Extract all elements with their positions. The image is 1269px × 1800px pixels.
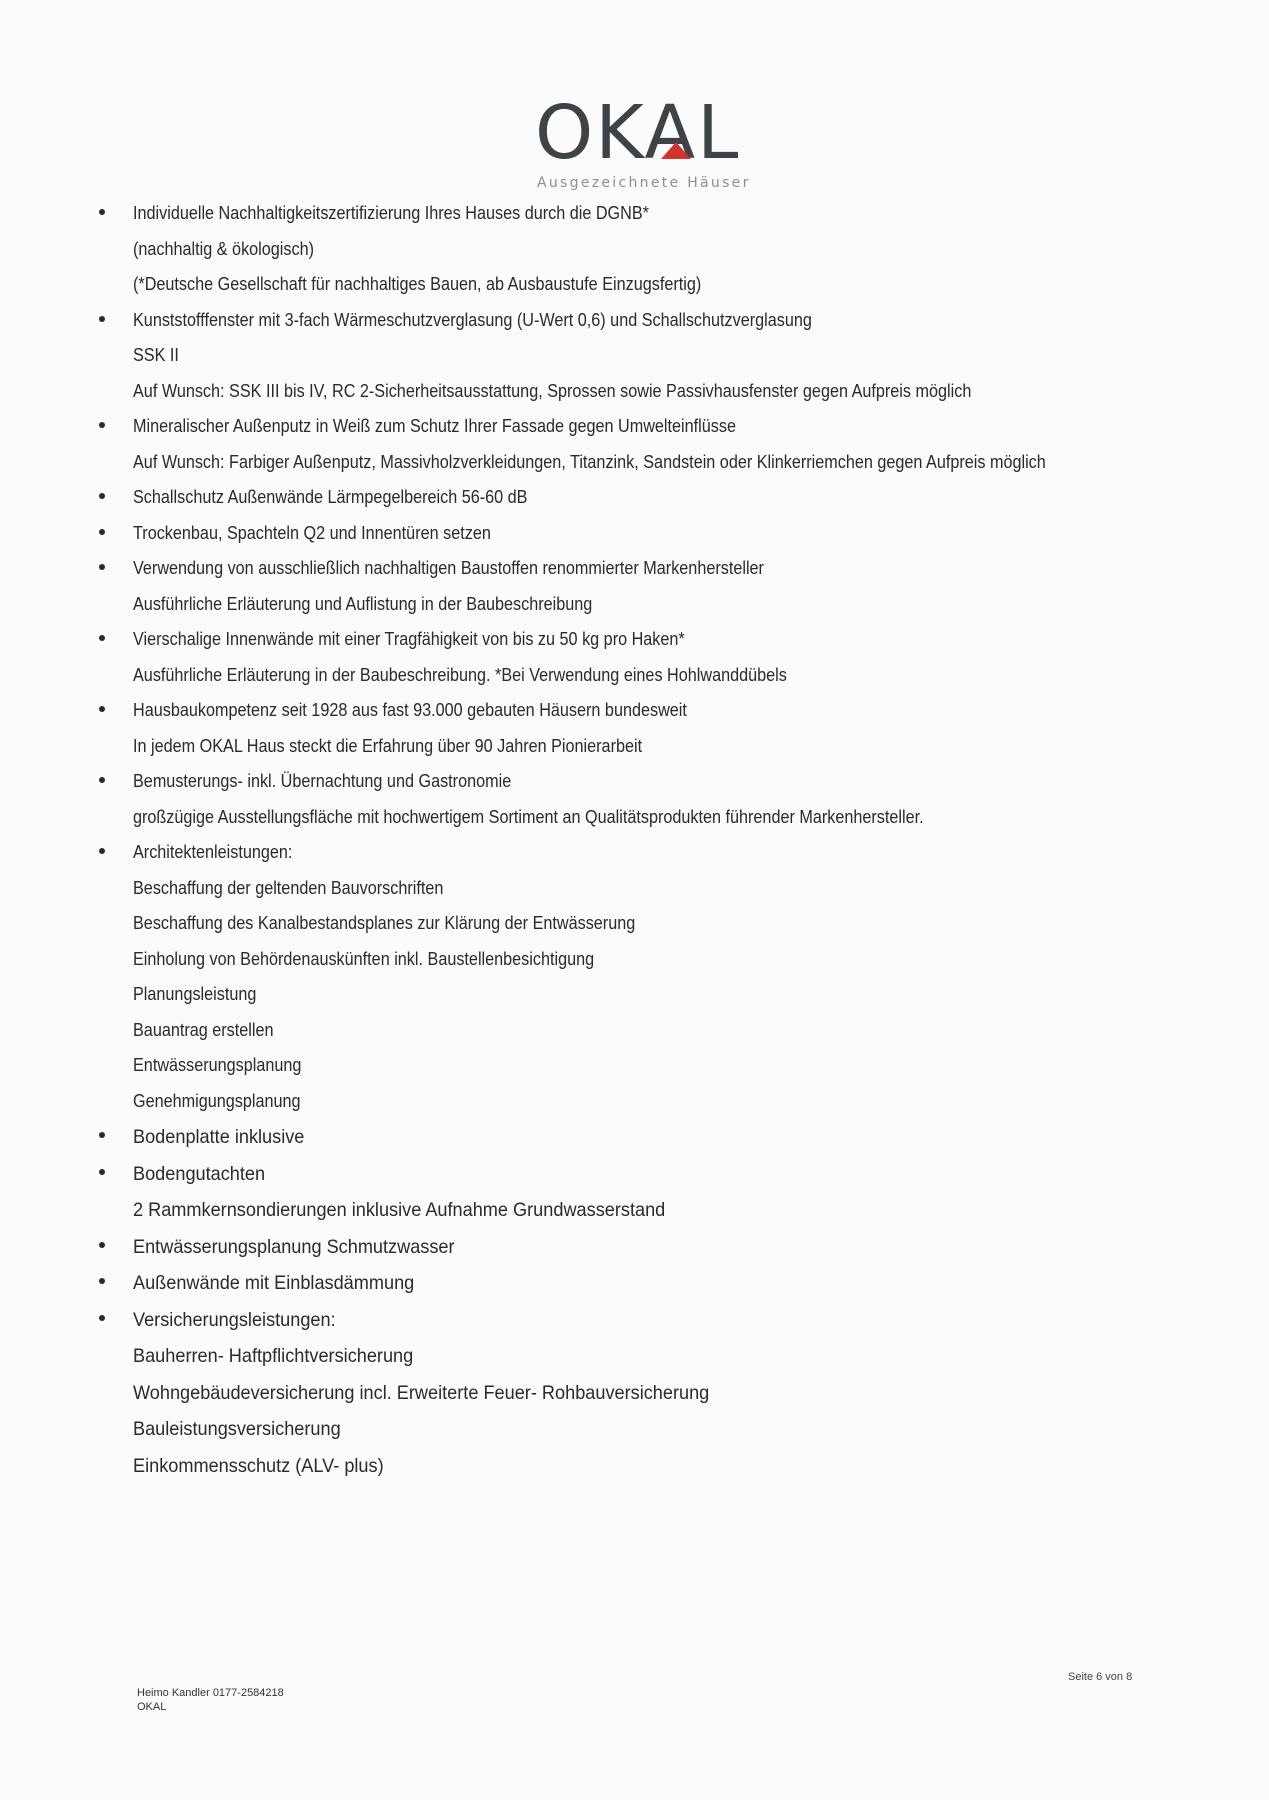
bullet-icon	[99, 1169, 105, 1175]
list-item-detail: Beschaffung des Kanalbestandsplanes zur Klärung der Entwässerung	[133, 913, 636, 933]
list-item-detail: (nachhaltig & ökologisch)	[133, 238, 315, 259]
bullet-icon	[99, 493, 105, 499]
list-item-title: Architektenleistungen:	[133, 842, 293, 862]
list-item-title: Entwässerungsplanung Schmutzwasser	[133, 1235, 455, 1258]
list-item-detail: Bauantrag erstellen	[133, 1019, 274, 1040]
list-item-title: Bemusterungs- inkl. Übernachtung und Gastronomie	[133, 771, 512, 791]
list-item	[95, 551, 1215, 622]
list-item-detail: Ausführliche Erläuterung in der Baubeschreibung. *Bei Verwendung eines Hohlwanddübels	[133, 664, 787, 685]
list-item-detail: großzügige Ausstellungsfläche mit hochwertigem Sortiment an Qualitätsprodukten führender Markenhersteller.	[133, 806, 924, 827]
list-item	[95, 1229, 1215, 1266]
list-item	[95, 835, 1215, 1119]
okal-logo	[535, 90, 751, 191]
footer-contact	[137, 1686, 284, 1714]
bullet-icon	[99, 209, 105, 215]
bullet-icon	[99, 1278, 105, 1284]
list-item-title: Vierschalige Innenwände mit einer Tragfähigkeit von bis zu 50 kg pro Haken*	[133, 629, 685, 649]
logo-accent-triangle-icon	[661, 142, 691, 159]
bullet-icon	[99, 422, 105, 428]
list-item-title: Bodenplatte inklusive	[133, 1126, 305, 1148]
list-item	[95, 303, 1215, 410]
list-item-detail: In jedem OKAL Haus steckt die Erfahrung über 90 Jahren Pionierarbeit	[133, 735, 643, 756]
list-item-title: Schallschutz Außenwände Lärmpegelbereich 56-60 dB	[133, 487, 528, 507]
list-item-title: Bodengutachten	[133, 1162, 266, 1185]
bullet-icon	[99, 316, 105, 322]
list-item-title: Mineralischer Außenputz in Weiß zum Schutz Ihrer Fassade gegen Umwelteinflüsse	[133, 416, 736, 436]
list-item	[95, 409, 1215, 480]
list-item-detail: Beschaffung der geltenden Bauvorschriften	[133, 877, 444, 898]
list-item-detail: Wohngebäudeversicherung incl. Erweiterte Feuer- Rohbauversicherung	[133, 1381, 710, 1404]
list-item-detail: (*Deutsche Gesellschaft für nachhaltiges Bauen, ab Ausbaustufe Einzugsfertig)	[133, 274, 702, 294]
list-item-title: Außenwände mit Einblasdämmung	[133, 1272, 415, 1294]
list-item-title: Kunststofffenster mit 3-fach Wärmeschutzverglasung (U-Wert 0,6) und Schallschutzverglasung	[133, 309, 812, 330]
feature-list	[95, 196, 1215, 1484]
list-item	[95, 196, 1215, 303]
page-number: Seite 6 von 8	[1068, 1671, 1133, 1683]
list-item	[95, 1265, 1215, 1302]
list-item	[95, 516, 1215, 552]
bullet-icon	[99, 706, 105, 712]
bullet-icon	[99, 564, 105, 570]
list-item-detail: Genehmigungsplanung	[133, 1090, 301, 1111]
logo-tagline: Ausgezeichnete Häuser	[537, 175, 751, 191]
bullet-icon	[99, 777, 105, 783]
list-item-detail: 2 Rammkernsondierungen inklusive Aufnahme Grundwasserstand	[133, 1199, 666, 1221]
bullet-icon	[99, 1315, 105, 1321]
list-item-detail: Ausführliche Erläuterung und Auflistung in der Baubeschreibung	[133, 593, 593, 614]
bullet-icon	[99, 635, 105, 641]
list-item	[95, 622, 1215, 693]
list-item-detail: SSK II	[133, 345, 179, 365]
list-item	[95, 1302, 1215, 1485]
bullet-icon	[99, 529, 105, 535]
list-item	[95, 693, 1215, 764]
footer-company: OKAL	[137, 1701, 167, 1713]
list-item-detail: Planungsleistung	[133, 984, 257, 1004]
list-item-detail: Auf Wunsch: Farbiger Außenputz, Massivholzverkleidungen, Titanzink, Sandstein oder Klinkerriemchen gegen Aufpreis möglich	[133, 451, 1046, 472]
bullet-icon	[99, 1242, 105, 1248]
list-item	[95, 764, 1215, 835]
list-item	[95, 1156, 1215, 1229]
list-item-detail: Bauherren- Haftpflichtversicherung	[133, 1345, 414, 1367]
list-item-detail: Entwässerungsplanung	[133, 1055, 302, 1075]
bullet-icon	[99, 1132, 105, 1138]
list-item-detail: Einholung von Behördenauskünften inkl. Baustellenbesichtigung	[133, 948, 595, 969]
list-item-title: Verwendung von ausschließlich nachhaltigen Baustoffen renommierter Markenhersteller	[133, 558, 764, 578]
list-item	[95, 1119, 1215, 1156]
footer-contact-name-phone: Heimo Kandler 0177-2584218	[137, 1687, 284, 1699]
list-item-detail: Bauleistungsversicherung	[133, 1418, 341, 1440]
list-item-title: Individuelle Nachhaltigkeitszertifizierung Ihres Hauses durch die DGNB*	[133, 203, 649, 223]
logo-wordmark: OKAL	[535, 90, 741, 176]
list-item-detail: Auf Wunsch: SSK III bis IV, RC 2-Sicherheitsausstattung, Sprossen sowie Passivhausfenster gegen Aufpreis möglich	[133, 380, 972, 401]
list-item-title: Hausbaukompetenz seit 1928 aus fast 93.000 gebauten Häusern bundesweit	[133, 700, 687, 720]
list-item-detail: Einkommensschutz (ALV- plus)	[133, 1454, 384, 1477]
list-item-title: Versicherungsleistungen:	[133, 1308, 336, 1331]
bullet-icon	[99, 848, 105, 854]
list-item	[95, 480, 1215, 516]
list-item-title: Trockenbau, Spachteln Q2 und Innentüren setzen	[133, 522, 491, 543]
